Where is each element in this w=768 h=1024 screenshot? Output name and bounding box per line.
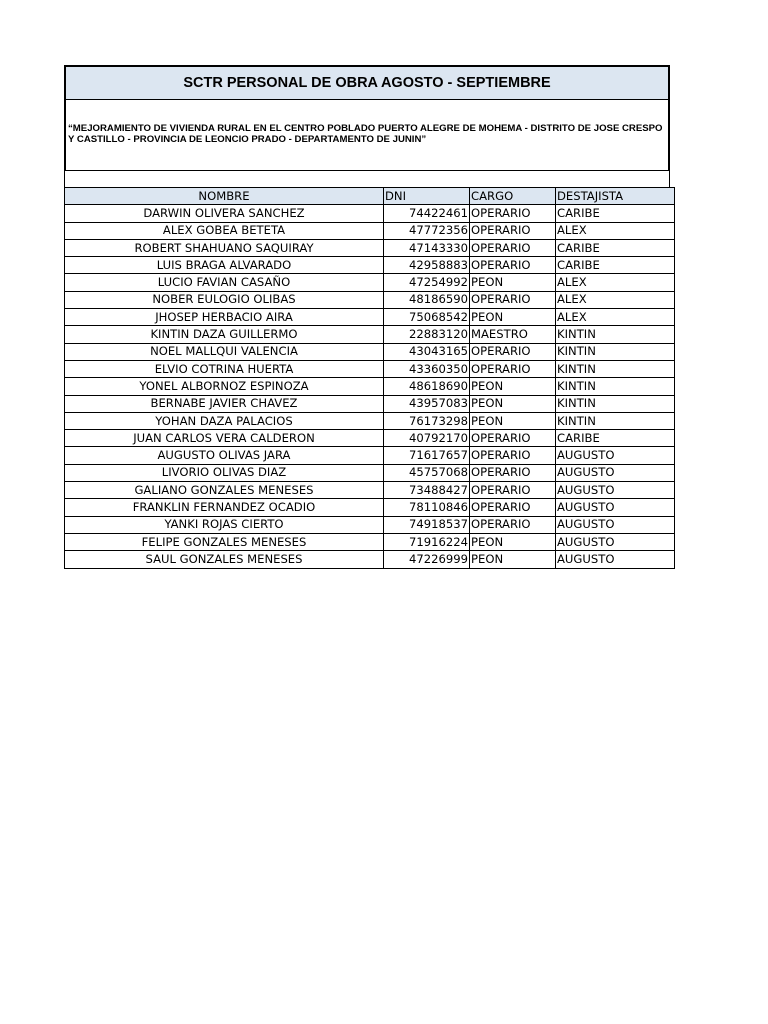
table-row <box>65 239 675 256</box>
cell-dni[interactable]: 75068542 <box>384 309 470 326</box>
cell-dni[interactable]: 78110846 <box>384 499 470 516</box>
cell-destajista[interactable]: ALEX <box>556 291 675 308</box>
table-row <box>65 412 675 429</box>
cell-nombre[interactable]: FRANKLIN FERNANDEZ OCADIO <box>65 499 384 516</box>
cell-cargo[interactable]: OPERARIO <box>470 447 556 464</box>
cell-nombre[interactable]: NOBER EULOGIO OLIBAS <box>65 291 384 308</box>
cell-nombre[interactable]: LUCIO FAVIAN CASAÑO <box>65 274 384 291</box>
cell-destajista[interactable]: AUGUSTO <box>556 447 675 464</box>
table-row <box>65 551 675 568</box>
cell-dni[interactable]: 47254992 <box>384 274 470 291</box>
cell-cargo[interactable]: PEON <box>470 274 556 291</box>
column-header-destajista[interactable]: DESTAJISTA <box>556 188 675 205</box>
cell-dni[interactable]: 45757068 <box>384 464 470 481</box>
cell-nombre[interactable]: YONEL ALBORNOZ ESPINOZA <box>65 378 384 395</box>
cell-dni[interactable]: 48618690 <box>384 378 470 395</box>
cell-dni[interactable]: 47772356 <box>384 222 470 239</box>
cell-cargo[interactable]: OPERARIO <box>470 360 556 377</box>
cell-dni[interactable]: 22883120 <box>384 326 470 343</box>
cell-dni[interactable]: 74918537 <box>384 516 470 533</box>
cell-nombre[interactable]: JHOSEP HERBACIO AIRA <box>65 309 384 326</box>
cell-cargo[interactable]: OPERARIO <box>470 239 556 256</box>
cell-dni[interactable]: 42958883 <box>384 257 470 274</box>
table-row <box>65 395 675 412</box>
cell-nombre[interactable]: NOEL MALLQUI VALENCIA <box>65 343 384 360</box>
cell-destajista[interactable]: KINTIN <box>556 326 675 343</box>
cell-cargo[interactable]: OPERARIO <box>470 482 556 499</box>
cell-destajista[interactable]: CARIBE <box>556 257 675 274</box>
cell-cargo[interactable]: OPERARIO <box>470 291 556 308</box>
column-header-nombre[interactable]: NOMBRE <box>65 188 384 205</box>
cell-cargo[interactable]: MAESTRO <box>470 326 556 343</box>
cell-nombre[interactable]: LUIS BRAGA ALVARADO <box>65 257 384 274</box>
cell-dni[interactable]: 47143330 <box>384 239 470 256</box>
cell-cargo[interactable]: OPERARIO <box>470 464 556 481</box>
table-row <box>65 447 675 464</box>
cell-destajista[interactable]: ALEX <box>556 274 675 291</box>
cell-destajista[interactable]: AUGUSTO <box>556 533 675 550</box>
cell-nombre[interactable]: AUGUSTO OLIVAS JARA <box>65 447 384 464</box>
cell-cargo[interactable]: PEON <box>470 533 556 550</box>
cell-dni[interactable]: 43360350 <box>384 360 470 377</box>
cell-nombre[interactable]: FELIPE GONZALES MENESES <box>65 533 384 550</box>
cell-cargo[interactable]: PEON <box>470 412 556 429</box>
table-row <box>65 205 675 222</box>
cell-nombre[interactable]: KINTIN DAZA GUILLERMO <box>65 326 384 343</box>
column-header-dni[interactable]: DNI <box>384 188 470 205</box>
empty-row <box>64 171 670 187</box>
cell-dni[interactable]: 71617657 <box>384 447 470 464</box>
table-row <box>65 257 675 274</box>
table-row <box>65 378 675 395</box>
cell-dni[interactable]: 47226999 <box>384 551 470 568</box>
cell-nombre[interactable]: ALEX GOBEA BETETA <box>65 222 384 239</box>
cell-destajista[interactable]: KINTIN <box>556 412 675 429</box>
cell-destajista[interactable]: ALEX <box>556 222 675 239</box>
cell-nombre[interactable]: YOHAN DAZA PALACIOS <box>65 412 384 429</box>
cell-cargo[interactable]: OPERARIO <box>470 205 556 222</box>
cell-cargo[interactable]: OPERARIO <box>470 257 556 274</box>
cell-nombre[interactable]: JUAN CARLOS VERA CALDERON <box>65 430 384 447</box>
cell-destajista[interactable]: ALEX <box>556 309 675 326</box>
cell-destajista[interactable]: AUGUSTO <box>556 464 675 481</box>
cell-destajista[interactable]: KINTIN <box>556 378 675 395</box>
cell-nombre[interactable]: GALIANO GONZALES MENESES <box>65 482 384 499</box>
cell-nombre[interactable]: DARWIN OLIVERA SANCHEZ <box>65 205 384 222</box>
cell-nombre[interactable]: YANKI ROJAS CIERTO <box>65 516 384 533</box>
table-row <box>65 274 675 291</box>
cell-dni[interactable]: 74422461 <box>384 205 470 222</box>
cell-cargo[interactable]: PEON <box>470 551 556 568</box>
cell-cargo[interactable]: PEON <box>470 309 556 326</box>
cell-dni[interactable]: 43957083 <box>384 395 470 412</box>
cell-dni[interactable]: 76173298 <box>384 412 470 429</box>
cell-cargo[interactable]: PEON <box>470 378 556 395</box>
cell-nombre[interactable]: ROBERT SHAHUANO SAQUIRAY <box>65 239 384 256</box>
table-row <box>65 222 675 239</box>
table-header-row <box>65 188 675 205</box>
cell-destajista[interactable]: CARIBE <box>556 430 675 447</box>
table-row <box>65 309 675 326</box>
cell-cargo[interactable]: OPERARIO <box>470 343 556 360</box>
cell-destajista[interactable]: CARIBE <box>556 239 675 256</box>
document-title: SCTR PERSONAL DE OBRA AGOSTO - SEPTIEMBRE <box>64 65 670 100</box>
cell-destajista[interactable]: AUGUSTO <box>556 551 675 568</box>
cell-cargo[interactable]: PEON <box>470 395 556 412</box>
cell-destajista[interactable]: AUGUSTO <box>556 516 675 533</box>
table-row <box>65 482 675 499</box>
cell-destajista[interactable]: AUGUSTO <box>556 499 675 516</box>
project-description: “MEJORAMIENTO DE VIVIENDA RURAL EN EL CENTRO POBLADO PUERTO ALEGRE DE MOHEMA - DISTRITO DE JOSE CRESPO Y CASTILLO - PROVINCIA DE LEONCIO PRADO - DEPARTAMENTO DE JUNIN” <box>64 100 670 171</box>
cell-dni[interactable]: 48186590 <box>384 291 470 308</box>
cell-nombre[interactable]: LIVORIO OLIVAS DIAZ <box>65 464 384 481</box>
cell-dni[interactable]: 71916224 <box>384 533 470 550</box>
table-row <box>65 499 675 516</box>
cell-cargo[interactable]: OPERARIO <box>470 430 556 447</box>
table-row <box>65 360 675 377</box>
cell-destajista[interactable]: KINTIN <box>556 395 675 412</box>
cell-cargo[interactable]: OPERARIO <box>470 499 556 516</box>
table-row <box>65 430 675 447</box>
cell-destajista[interactable]: KINTIN <box>556 360 675 377</box>
table-row <box>65 326 675 343</box>
cell-cargo[interactable]: OPERARIO <box>470 516 556 533</box>
cell-destajista[interactable]: KINTIN <box>556 343 675 360</box>
cell-dni[interactable]: 40792170 <box>384 430 470 447</box>
cell-destajista[interactable]: AUGUSTO <box>556 482 675 499</box>
cell-cargo[interactable]: OPERARIO <box>470 222 556 239</box>
cell-nombre[interactable]: SAUL GONZALES MENESES <box>65 551 384 568</box>
cell-nombre[interactable]: ELVIO COTRINA HUERTA <box>65 360 384 377</box>
table-row <box>65 533 675 550</box>
cell-dni[interactable]: 43043165 <box>384 343 470 360</box>
column-header-cargo[interactable]: CARGO <box>470 188 556 205</box>
cell-nombre[interactable]: BERNABE JAVIER CHAVEZ <box>65 395 384 412</box>
table-row <box>65 516 675 533</box>
cell-dni[interactable]: 73488427 <box>384 482 470 499</box>
table-row <box>65 291 675 308</box>
cell-destajista[interactable]: CARIBE <box>556 205 675 222</box>
table-row <box>65 343 675 360</box>
table-row <box>65 464 675 481</box>
personnel-table <box>64 187 675 569</box>
spreadsheet-sheet <box>64 65 670 569</box>
